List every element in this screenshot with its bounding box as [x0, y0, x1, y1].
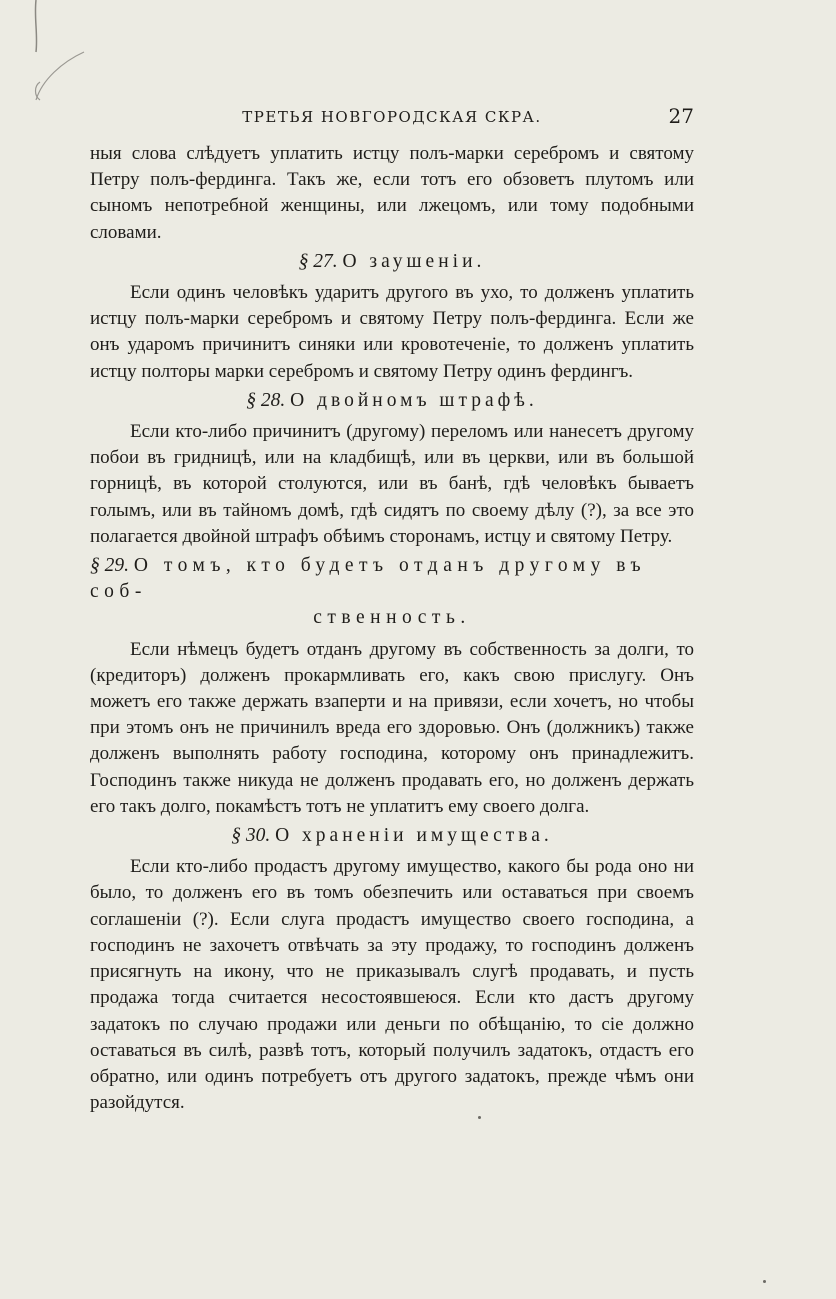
section-heading-29 — [90, 553, 694, 632]
section-heading-27 — [90, 249, 694, 275]
section-heading-30 — [90, 823, 694, 849]
page-header — [90, 104, 694, 132]
paragraph: Если одинъ человѣкъ ударитъ другого въ ухо, то долженъ уплатить истцу полъ-марки серебромъ и святому Петру полъ-фердинга. Если же онъ ударомъ причинитъ синяки или кровотеченiе, то долженъ уплатить истцу полторы марки серебромъ и святому Петру одинъ фердингъ. — [90, 282, 694, 382]
paragraph: Если кто-либо причинитъ (другому) переломъ или нанесетъ другому побои въ гридницѣ, или на кладбищѣ, или въ церкви, или въ большой горницѣ, въ которой столуются, или въ банѣ, гдѣ человѣкъ бываетъ голымъ, или въ тайномъ домѣ, гдѣ сидятъ по своему дѣлу (?), за все это полагается двойной штрафъ обѣимъ сторонамъ, истцу и святому Петру. — [90, 421, 694, 547]
section-title: О томъ, кто будетъ отданъ другому въ соб- — [90, 555, 647, 603]
ink-speck — [763, 1280, 766, 1283]
section-title: О заушенiи. — [342, 250, 486, 272]
paragraph: Если нѣмецъ будетъ отданъ другому въ собственность за долги, то (кредиторъ) долженъ прокармливать его, какъ свою прислугу. Онъ можетъ его также держать взаперти и на привязи, если хочетъ, но чтобы при этомъ онъ не причинилъ вреда его здоровью. Онъ (должникъ) также долженъ выполнять работу господина, которому онъ принадлежитъ. Господинъ также никуда не долженъ продавать его, но долженъ держать его такъ долго, покамѣстъ тотъ не уплатитъ ему своего долга. — [90, 638, 694, 817]
section-number: § 30. — [231, 825, 271, 847]
page-number: 27 — [668, 104, 694, 128]
paragraph: Если кто-либо продастъ другому имущество, какого бы рода оно ни было, то долженъ его въ томъ обезпечить или оставаться при своемъ соглашенiи (?). Если слуга продастъ имущество своего господина, а господинъ не захочетъ отвѣчать за эту продажу, то господинъ долженъ присягнуть на икону, что не приказывалъ слугѣ продавать, и пусть продажа тогда считается несостоявшеюся. Если кто дастъ другому задатокъ по случаю продажи или деньги по обѣщанiю, то сiе должно оставаться въ силѣ, развѣ тотъ, который получилъ задатокъ, отдастъ его обратно, или одинъ потребуетъ отъ другого задатокъ, прежде чѣмъ они разойдутся. — [90, 856, 694, 1114]
ink-speck — [478, 1116, 481, 1119]
section-title-continuation: ственность. — [313, 607, 471, 629]
section-heading-28 — [90, 388, 694, 414]
section-title: О храненiи имущества. — [275, 825, 553, 847]
section-title: О двойномъ штрафѣ. — [290, 389, 538, 411]
running-title: ТРЕТЬЯ НОВГОРОДСКАЯ СКРА. — [242, 108, 542, 126]
section-number: § 29. — [90, 555, 129, 577]
section-number: § 28. — [246, 389, 286, 411]
section-number: § 27. — [298, 250, 338, 272]
paragraph: ныя слова слѣдуетъ уплатить истцу полъ-марки серебромъ и святому Петру полъ-фердинга. Такъ же, если тотъ его обзоветъ плутомъ или сыномъ непотребной женщины, или лжецомъ, или тому подобными словами. — [90, 143, 694, 243]
page-body — [90, 141, 694, 1116]
